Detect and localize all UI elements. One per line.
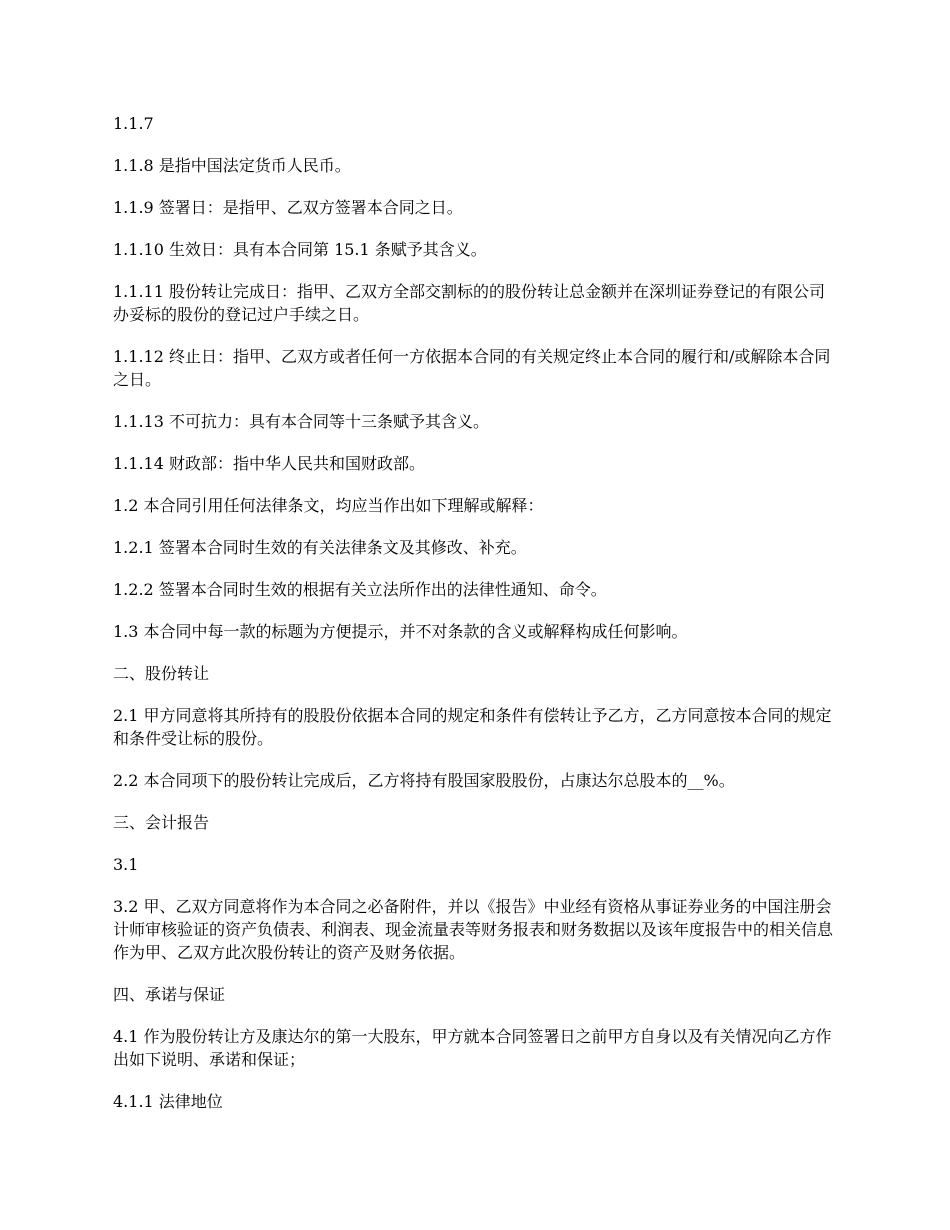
clause-1-2-1: 1.2.1 签署本合同时生效的有关法律条文及其修改、补充。 (113, 538, 527, 557)
clause-2-2: 2.2 本合同项下的股份转让完成后，乙方将持有股国家股股份，占康达尔总股本的__%。 (113, 771, 735, 790)
clause-1-1-7: 1.1.7 (113, 114, 154, 133)
clause-2-1: 2.1 甲方同意将其所持有的股股份依据本合同的规定和条件有偿转让予乙方，乙方同意按本合同的规定和条件受让标的股份。 (113, 706, 832, 748)
clause-1-1-14: 1.1.14 财政部：指中华人民共和国财政部。 (113, 454, 425, 473)
clause-3-2: 3.2 甲、乙双方同意将作为本合同之必备附件，并以《报告》中业经有资格从事证券业务的中国注册会计师审核验证的资产负债表、利润表、现金流量表等财务报表和财务数据以及该年度报告中的相关信息作为甲、乙双方此次股份转让的资产及财务依据。 (113, 897, 834, 962)
clause-1-1-11: 1.1.11 股份转让完成日：指甲、乙双方全部交割标的的股份转让总金额并在深圳证券登记的有限公司办妥标的股份的登记过户手续之日。 (113, 282, 825, 324)
clause-1-1-8: 1.1.8 是指中国法定货币人民币。 (113, 156, 351, 175)
document-body (113, 112, 839, 1132)
clause-4-1-1: 4.1.1 法律地位 (113, 1092, 223, 1111)
clause-1-3: 1.3 本合同中每一款的标题为方便提示，并不对条款的含义或解释构成任何影响。 (113, 622, 688, 641)
clause-1-1-9: 1.1.9 签署日：是指甲、乙双方签署本合同之日。 (113, 198, 463, 217)
clause-4-1: 4.1 作为股份转让方及康达尔的第一大股东，甲方就本合同签署日之前甲方自身以及有关情况向乙方作出如下说明、承诺和保证； (113, 1027, 832, 1069)
clause-1-1-12: 1.1.12 终止日：指甲、乙双方或者任何一方依据本合同的有关规定终止本合同的履行和/或解除本合同之日。 (113, 347, 831, 389)
clause-1-2-2: 1.2.2 签署本合同时生效的根据有关立法所作出的法律性通知、命令。 (113, 580, 607, 599)
section-heading-3: 三、会计报告 (113, 813, 210, 832)
clause-1-1-13: 1.1.13 不可抗力：具有本合同等十三条赋予其含义。 (113, 412, 489, 431)
clause-1-1-10: 1.1.10 生效日：具有本合同第 15.1 条赋予其含义。 (113, 240, 487, 259)
clause-3-1: 3.1 (113, 855, 139, 874)
clause-1-2: 1.2 本合同引用任何法律条文，均应当作出如下理解或解释： (113, 496, 544, 515)
section-heading-2: 二、股份转让 (113, 664, 210, 683)
section-heading-4: 四、承诺与保证 (113, 985, 226, 1004)
